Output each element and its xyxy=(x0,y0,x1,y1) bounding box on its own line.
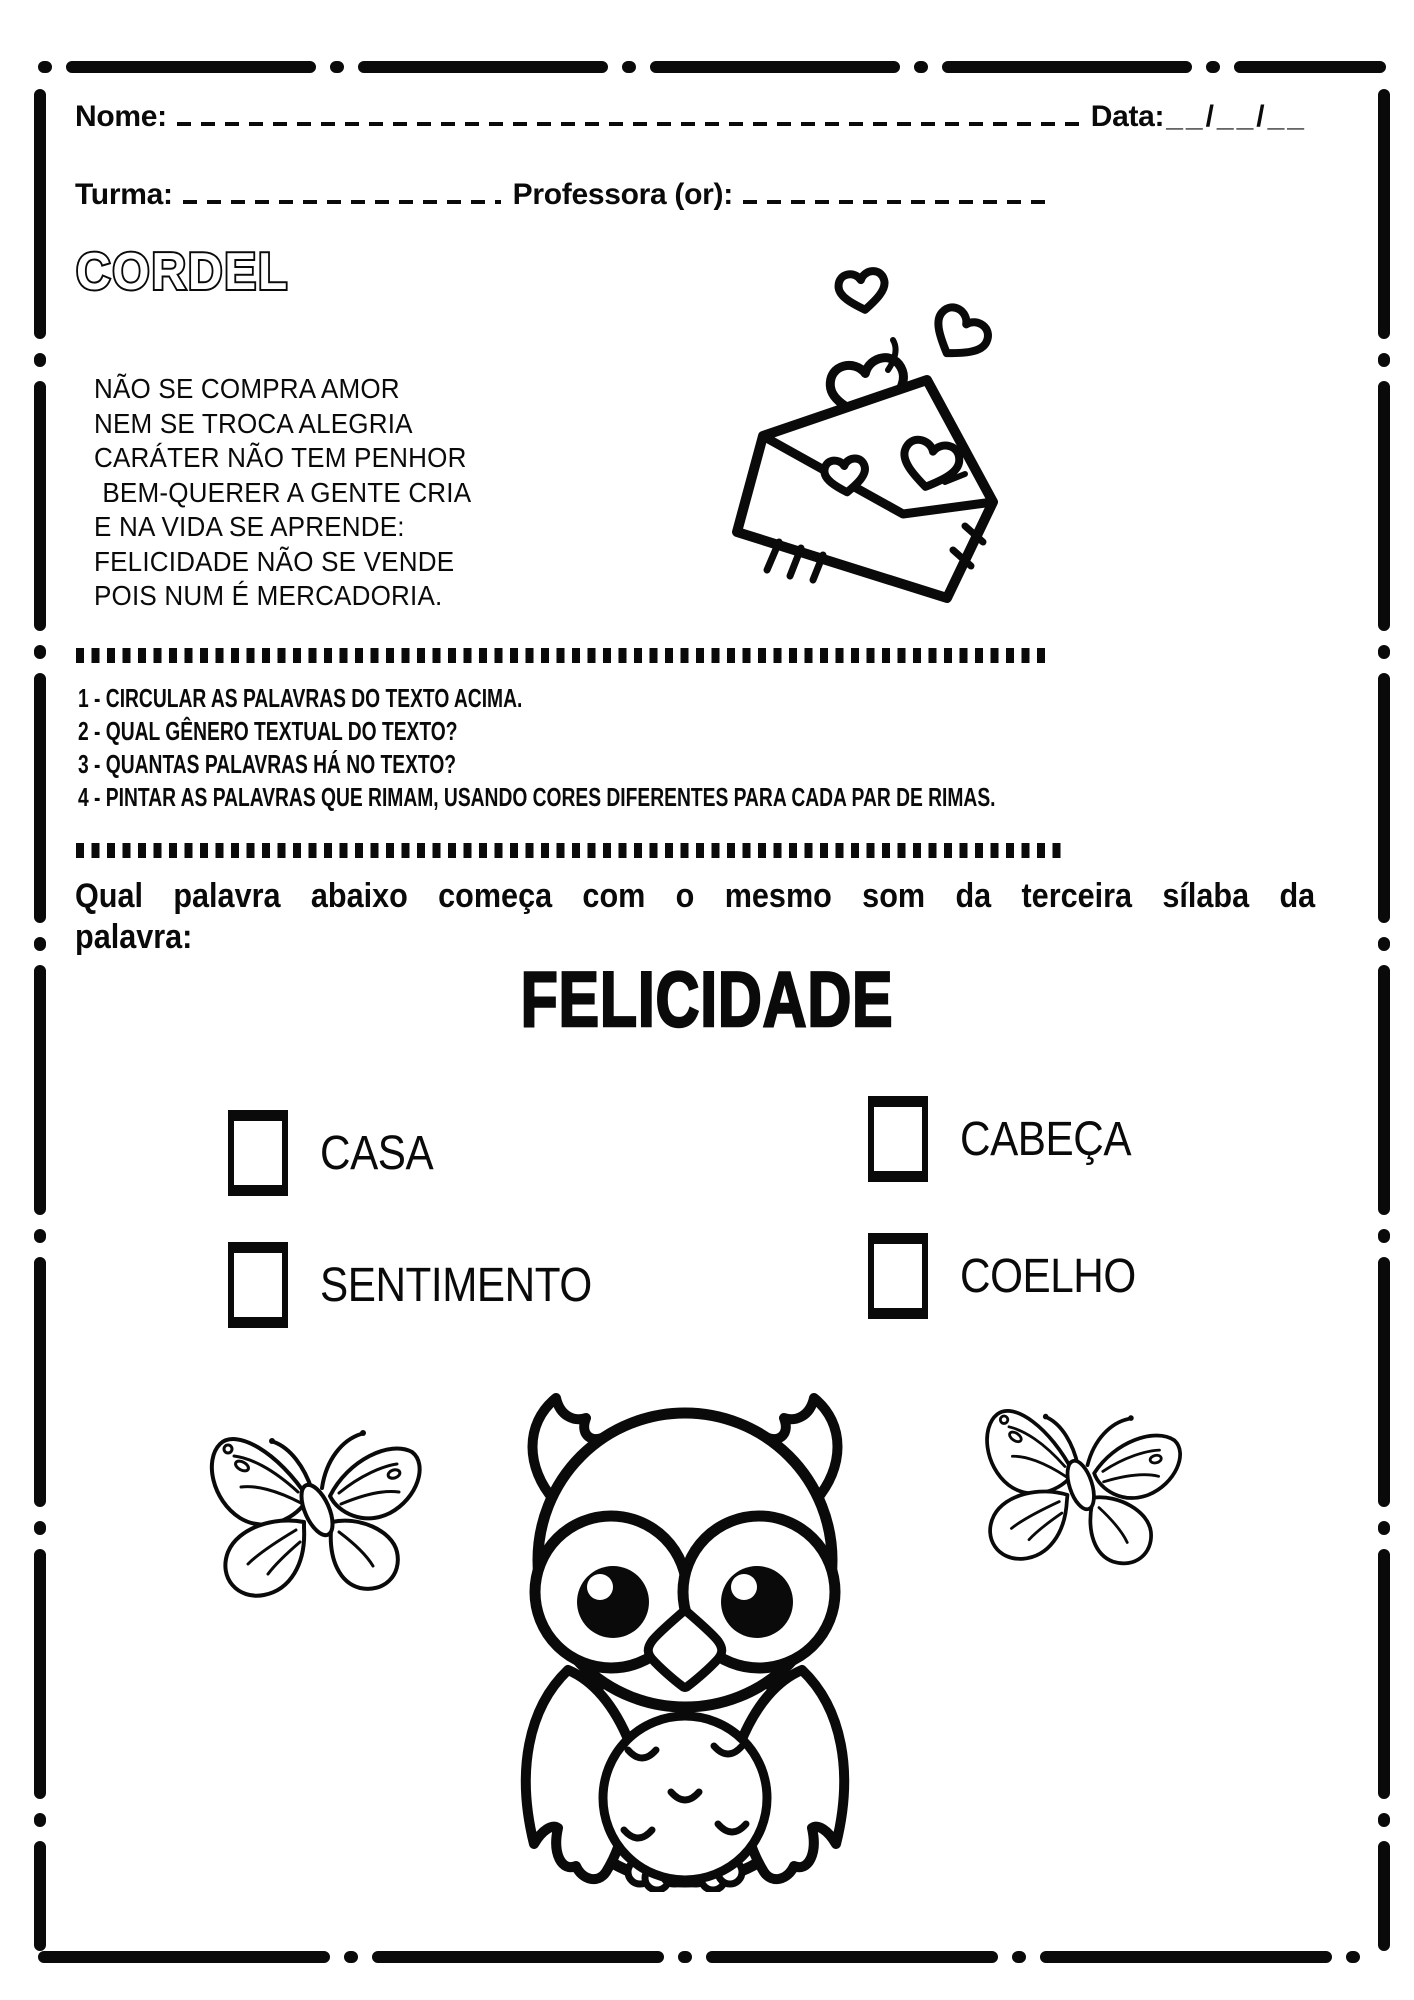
option-casa xyxy=(228,1110,449,1196)
poem-line: NEM SE TROCA ALEGRIA xyxy=(94,407,413,439)
date-label: Data: xyxy=(1090,100,1165,133)
option-label: CASA xyxy=(320,1126,434,1180)
teacher-fill-line[interactable] xyxy=(743,200,1047,204)
poem-line: NÃO SE COMPRA AMOR xyxy=(94,373,400,404)
question-item: 2 - QUAL GÊNERO TEXTUAL DO TEXTO? xyxy=(78,716,458,746)
heart-icon xyxy=(924,302,993,368)
header-row-class-teacher xyxy=(75,178,1047,212)
questions-list xyxy=(78,682,1084,814)
date-fill-field[interactable]: __/__/__ xyxy=(1166,100,1307,133)
heart-icon xyxy=(837,270,888,313)
butterfly-icon xyxy=(960,1371,1194,1588)
name-label: Nome: xyxy=(75,100,167,133)
teacher-label: Professora (or): xyxy=(512,178,733,211)
class-label: Turma: xyxy=(75,178,173,211)
poem-line: FELICIDADE NÃO SE VENDE xyxy=(94,545,455,577)
option-checkbox[interactable] xyxy=(228,1242,288,1328)
header-row-name-date xyxy=(75,100,1307,134)
poem-line: CARÁTER NÃO TEM PENHOR xyxy=(94,442,467,473)
butterfly-icon xyxy=(198,1400,428,1610)
question-item: 3 - QUANTAS PALAVRAS HÁ NO TEXTO? xyxy=(78,749,457,779)
option-coelho xyxy=(868,1233,1160,1319)
target-word: FELICIDADE xyxy=(520,955,894,1043)
poem-line: E NA VIDA SE APRENDE: xyxy=(94,511,405,542)
cordel-title: CORDEL xyxy=(76,243,290,301)
activity-prompt-line1: Qual palavra abaixo começa com o mesmo som da terceira sílaba da xyxy=(75,877,1316,915)
option-sentimento xyxy=(228,1242,629,1328)
question-item: 1 - CIRCULAR AS PALAVRAS DO TEXTO ACIMA. xyxy=(78,683,523,713)
option-label: SENTIMENTO xyxy=(320,1258,592,1312)
option-label: COELHO xyxy=(960,1249,1136,1303)
option-checkbox[interactable] xyxy=(228,1110,288,1196)
name-fill-line[interactable] xyxy=(177,122,1079,126)
activity-prompt-line2: palavra: xyxy=(75,918,193,956)
option-label: CABEÇA xyxy=(960,1112,1132,1166)
activity-prompt xyxy=(75,876,1315,958)
option-cabeca xyxy=(868,1096,1154,1182)
class-fill-line[interactable] xyxy=(183,200,501,204)
owl-icon xyxy=(490,1372,880,1892)
poem-line: BEM-QUERER A GENTE CRIA xyxy=(102,476,472,508)
option-checkbox[interactable] xyxy=(868,1233,928,1319)
cordel-poem xyxy=(94,372,689,614)
love-letter-envelope-icon xyxy=(695,230,1040,630)
poem-line: POIS NUM É MERCADORIA. xyxy=(94,580,443,611)
option-checkbox[interactable] xyxy=(868,1096,928,1182)
question-item: 4 - PINTAR AS PALAVRAS QUE RIMAM, USANDO CORES DIFERENTES PARA CADA PAR DE RIMAS. xyxy=(78,782,996,812)
dotted-divider xyxy=(76,648,1052,663)
dotted-divider xyxy=(76,843,1064,858)
